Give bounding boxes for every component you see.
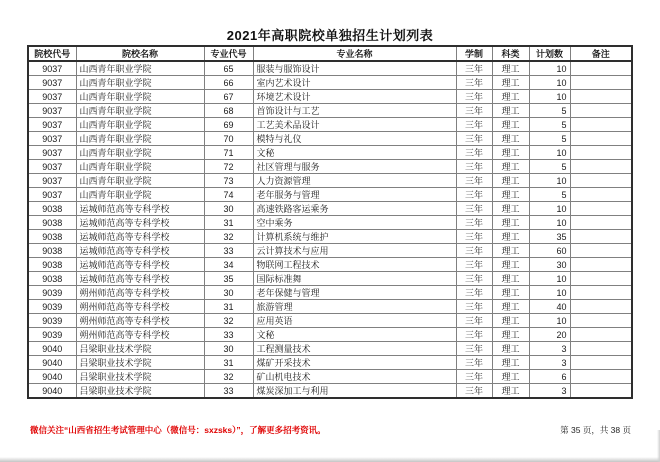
cell-remark	[570, 370, 632, 384]
cell-college_code: 9037	[28, 174, 76, 188]
cell-category: 理工	[492, 174, 529, 188]
cell-duration: 三年	[456, 216, 492, 230]
cell-major_name: 室内艺术设计	[253, 76, 456, 90]
cell-major_name: 煤矿开采技术	[253, 356, 456, 370]
cell-major_code: 35	[204, 272, 253, 286]
cell-plan_count: 10	[529, 146, 570, 160]
table-row	[28, 146, 632, 160]
cell-remark	[570, 384, 632, 399]
table-row	[28, 314, 632, 328]
cell-duration: 三年	[456, 118, 492, 132]
cell-major_name: 计算机系统与维护	[253, 230, 456, 244]
column-header-major_code: 专业代号	[204, 46, 253, 61]
table-row	[28, 90, 632, 104]
cell-major_name: 人力资源管理	[253, 174, 456, 188]
cell-remark	[570, 314, 632, 328]
cell-college_code: 9040	[28, 356, 76, 370]
table-row	[28, 61, 632, 76]
cell-category: 理工	[492, 76, 529, 90]
cell-duration: 三年	[456, 104, 492, 118]
cell-major_name: 物联网工程技术	[253, 258, 456, 272]
cell-major_code: 34	[204, 258, 253, 272]
cell-major_name: 老年保健与管理	[253, 286, 456, 300]
table-header	[28, 46, 632, 61]
cell-category: 理工	[492, 342, 529, 356]
cell-duration: 三年	[456, 286, 492, 300]
cell-major_code: 72	[204, 160, 253, 174]
cell-remark	[570, 202, 632, 216]
cell-college_name: 山西青年职业学院	[76, 188, 204, 202]
cell-college_name: 运城师范高等专科学校	[76, 244, 204, 258]
cell-college_name: 山西青年职业学院	[76, 118, 204, 132]
cell-major_code: 30	[204, 202, 253, 216]
cell-major_code: 31	[204, 300, 253, 314]
table-row	[28, 370, 632, 384]
cell-remark	[570, 104, 632, 118]
cell-plan_count: 5	[529, 132, 570, 146]
cell-category: 理工	[492, 314, 529, 328]
table-row	[28, 244, 632, 258]
cell-duration: 三年	[456, 370, 492, 384]
cell-college_name: 山西青年职业学院	[76, 174, 204, 188]
cell-plan_count: 35	[529, 230, 570, 244]
cell-major_name: 服装与服饰设计	[253, 61, 456, 76]
cell-major_code: 69	[204, 118, 253, 132]
cell-duration: 三年	[456, 174, 492, 188]
cell-remark	[570, 300, 632, 314]
cell-remark	[570, 132, 632, 146]
table-row	[28, 76, 632, 90]
table-row	[28, 216, 632, 230]
cell-duration: 三年	[456, 300, 492, 314]
cell-plan_count: 40	[529, 300, 570, 314]
cell-category: 理工	[492, 146, 529, 160]
cell-major_code: 67	[204, 90, 253, 104]
cell-college_code: 9039	[28, 286, 76, 300]
cell-category: 理工	[492, 160, 529, 174]
cell-college_name: 山西青年职业学院	[76, 104, 204, 118]
cell-plan_count: 30	[529, 258, 570, 272]
cell-college_name: 朔州师范高等专科学校	[76, 314, 204, 328]
cell-plan_count: 10	[529, 216, 570, 230]
cell-college_name: 山西青年职业学院	[76, 90, 204, 104]
cell-category: 理工	[492, 61, 529, 76]
cell-plan_count: 10	[529, 90, 570, 104]
cell-major_name: 社区管理与服务	[253, 160, 456, 174]
cell-plan_count: 10	[529, 202, 570, 216]
column-header-remark: 备注	[570, 46, 632, 61]
cell-remark	[570, 90, 632, 104]
cell-plan_count: 5	[529, 118, 570, 132]
table-row	[28, 286, 632, 300]
cell-plan_count: 5	[529, 188, 570, 202]
cell-college_code: 9037	[28, 160, 76, 174]
cell-college_code: 9039	[28, 300, 76, 314]
cell-category: 理工	[492, 244, 529, 258]
cell-college_code: 9037	[28, 132, 76, 146]
cell-college_name: 山西青年职业学院	[76, 160, 204, 174]
cell-duration: 三年	[456, 244, 492, 258]
cell-duration: 三年	[456, 384, 492, 399]
table-row	[28, 356, 632, 370]
table-row	[28, 328, 632, 342]
cell-category: 理工	[492, 370, 529, 384]
cell-remark	[570, 356, 632, 370]
cell-duration: 三年	[456, 202, 492, 216]
cell-duration: 三年	[456, 230, 492, 244]
cell-college_code: 9038	[28, 272, 76, 286]
table-row	[28, 272, 632, 286]
cell-plan_count: 5	[529, 160, 570, 174]
table-row	[28, 132, 632, 146]
table-body	[28, 61, 632, 398]
cell-college_name: 吕梁职业技术学院	[76, 370, 204, 384]
cell-major_name: 文秘	[253, 146, 456, 160]
page-footer	[27, 424, 631, 436]
cell-major_name: 首饰设计与工艺	[253, 104, 456, 118]
cell-college_code: 9038	[28, 216, 76, 230]
column-header-college_name: 院校名称	[76, 46, 204, 61]
cell-remark	[570, 272, 632, 286]
cell-duration: 三年	[456, 258, 492, 272]
cell-major_name: 环境艺术设计	[253, 90, 456, 104]
cell-major_name: 工程测量技术	[253, 342, 456, 356]
cell-major_code: 31	[204, 356, 253, 370]
cell-college_code: 9037	[28, 118, 76, 132]
cell-major_name: 旅游管理	[253, 300, 456, 314]
column-header-duration: 学制	[456, 46, 492, 61]
cell-major_name: 国际标准舞	[253, 272, 456, 286]
cell-major_name: 老年服务与管理	[253, 188, 456, 202]
cell-college_name: 山西青年职业学院	[76, 76, 204, 90]
column-header-major_name: 专业名称	[253, 46, 456, 61]
cell-college_name: 山西青年职业学院	[76, 61, 204, 76]
cell-college_code: 9038	[28, 202, 76, 216]
cell-college_code: 9037	[28, 188, 76, 202]
cell-plan_count: 3	[529, 356, 570, 370]
cell-major_code: 32	[204, 230, 253, 244]
page-bottom-shadow	[0, 457, 660, 462]
wechat-notice-text: 微信关注“山西省招生考试管理中心（微信号：sxzsks）”，了解更多招考资讯。	[30, 425, 326, 435]
cell-duration: 三年	[456, 61, 492, 76]
cell-major_name: 文秘	[253, 328, 456, 342]
table-row	[28, 258, 632, 272]
cell-category: 理工	[492, 328, 529, 342]
table-row	[28, 118, 632, 132]
table-header-row	[28, 46, 632, 61]
cell-category: 理工	[492, 132, 529, 146]
cell-duration: 三年	[456, 188, 492, 202]
cell-duration: 三年	[456, 146, 492, 160]
cell-major_code: 74	[204, 188, 253, 202]
cell-college_code: 9037	[28, 61, 76, 76]
cell-major_name: 模特与礼仪	[253, 132, 456, 146]
cell-duration: 三年	[456, 160, 492, 174]
cell-remark	[570, 146, 632, 160]
cell-remark	[570, 160, 632, 174]
table-row	[28, 342, 632, 356]
cell-major_code: 32	[204, 314, 253, 328]
table-row	[28, 300, 632, 314]
cell-duration: 三年	[456, 314, 492, 328]
cell-college_name: 运城师范高等专科学校	[76, 272, 204, 286]
cell-plan_count: 5	[529, 104, 570, 118]
cell-college_name: 朔州师范高等专科学校	[76, 300, 204, 314]
cell-major_name: 应用英语	[253, 314, 456, 328]
cell-major_code: 30	[204, 342, 253, 356]
cell-plan_count: 10	[529, 61, 570, 76]
table-row	[28, 174, 632, 188]
cell-plan_count: 60	[529, 244, 570, 258]
cell-plan_count: 20	[529, 328, 570, 342]
cell-major_name: 煤炭深加工与利用	[253, 384, 456, 399]
column-header-category: 科类	[492, 46, 529, 61]
cell-college_name: 运城师范高等专科学校	[76, 216, 204, 230]
cell-category: 理工	[492, 300, 529, 314]
cell-remark	[570, 244, 632, 258]
cell-remark	[570, 188, 632, 202]
cell-college_name: 朔州师范高等专科学校	[76, 286, 204, 300]
cell-duration: 三年	[456, 132, 492, 146]
cell-college_code: 9039	[28, 314, 76, 328]
cell-college_name: 运城师范高等专科学校	[76, 230, 204, 244]
cell-plan_count: 10	[529, 76, 570, 90]
cell-college_code: 9037	[28, 146, 76, 160]
cell-plan_count: 10	[529, 272, 570, 286]
cell-major_name: 空中乘务	[253, 216, 456, 230]
cell-major_code: 71	[204, 146, 253, 160]
cell-category: 理工	[492, 356, 529, 370]
cell-remark	[570, 342, 632, 356]
cell-major_code: 33	[204, 244, 253, 258]
cell-major_name: 工艺美术品设计	[253, 118, 456, 132]
cell-college_name: 运城师范高等专科学校	[76, 258, 204, 272]
cell-plan_count: 3	[529, 342, 570, 356]
table-row	[28, 160, 632, 174]
cell-remark	[570, 61, 632, 76]
cell-category: 理工	[492, 272, 529, 286]
cell-plan_count: 3	[529, 384, 570, 399]
cell-category: 理工	[492, 90, 529, 104]
cell-duration: 三年	[456, 328, 492, 342]
cell-college_code: 9038	[28, 258, 76, 272]
cell-remark	[570, 328, 632, 342]
cell-college_code: 9037	[28, 76, 76, 90]
cell-college_code: 9038	[28, 244, 76, 258]
cell-remark	[570, 76, 632, 90]
cell-college_name: 吕梁职业技术学院	[76, 384, 204, 399]
cell-plan_count: 10	[529, 314, 570, 328]
cell-major_code: 33	[204, 384, 253, 399]
cell-plan_count: 10	[529, 286, 570, 300]
cell-category: 理工	[492, 202, 529, 216]
cell-plan_count: 6	[529, 370, 570, 384]
cell-remark	[570, 118, 632, 132]
cell-major_name: 矿山机电技术	[253, 370, 456, 384]
cell-major_code: 70	[204, 132, 253, 146]
table-row	[28, 230, 632, 244]
table-row	[28, 384, 632, 399]
cell-major_code: 68	[204, 104, 253, 118]
column-header-college_code: 院校代号	[28, 46, 76, 61]
cell-category: 理工	[492, 118, 529, 132]
cell-college_name: 山西青年职业学院	[76, 132, 204, 146]
cell-major_code: 31	[204, 216, 253, 230]
cell-college_name: 运城师范高等专科学校	[76, 202, 204, 216]
column-header-plan_count: 计划数	[529, 46, 570, 61]
cell-major_name: 高速铁路客运乘务	[253, 202, 456, 216]
cell-remark	[570, 216, 632, 230]
cell-category: 理工	[492, 230, 529, 244]
cell-remark	[570, 230, 632, 244]
cell-duration: 三年	[456, 342, 492, 356]
cell-major_code: 33	[204, 328, 253, 342]
cell-duration: 三年	[456, 90, 492, 104]
cell-college_code: 9040	[28, 370, 76, 384]
cell-college_code: 9037	[28, 90, 76, 104]
cell-major_code: 73	[204, 174, 253, 188]
cell-major_code: 66	[204, 76, 253, 90]
cell-college_code: 9040	[28, 384, 76, 399]
cell-college_name: 山西青年职业学院	[76, 146, 204, 160]
cell-college_code: 9038	[28, 230, 76, 244]
cell-category: 理工	[492, 286, 529, 300]
cell-duration: 三年	[456, 272, 492, 286]
cell-category: 理工	[492, 188, 529, 202]
cell-major_name: 云计算技术与应用	[253, 244, 456, 258]
cell-college_code: 9037	[28, 104, 76, 118]
cell-duration: 三年	[456, 356, 492, 370]
cell-college_name: 朔州师范高等专科学校	[76, 328, 204, 342]
cell-plan_count: 10	[529, 174, 570, 188]
cell-college_name: 吕梁职业技术学院	[76, 342, 204, 356]
cell-college_code: 9039	[28, 328, 76, 342]
cell-major_code: 30	[204, 286, 253, 300]
table-row	[28, 104, 632, 118]
cell-major_code: 65	[204, 61, 253, 76]
cell-major_code: 32	[204, 370, 253, 384]
table-row	[28, 188, 632, 202]
cell-category: 理工	[492, 258, 529, 272]
cell-category: 理工	[492, 216, 529, 230]
cell-duration: 三年	[456, 76, 492, 90]
page-number-indicator: 第 35 页，共 38 页	[560, 425, 631, 435]
cell-college_code: 9040	[28, 342, 76, 356]
cell-remark	[570, 286, 632, 300]
cell-remark	[570, 258, 632, 272]
cell-category: 理工	[492, 384, 529, 399]
cell-category: 理工	[492, 104, 529, 118]
cell-college_name: 吕梁职业技术学院	[76, 356, 204, 370]
table-row	[28, 202, 632, 216]
enrollment-plan-table	[27, 45, 633, 399]
cell-remark	[570, 174, 632, 188]
page-title: 2021年高职院校单独招生计划列表	[226, 28, 434, 43]
